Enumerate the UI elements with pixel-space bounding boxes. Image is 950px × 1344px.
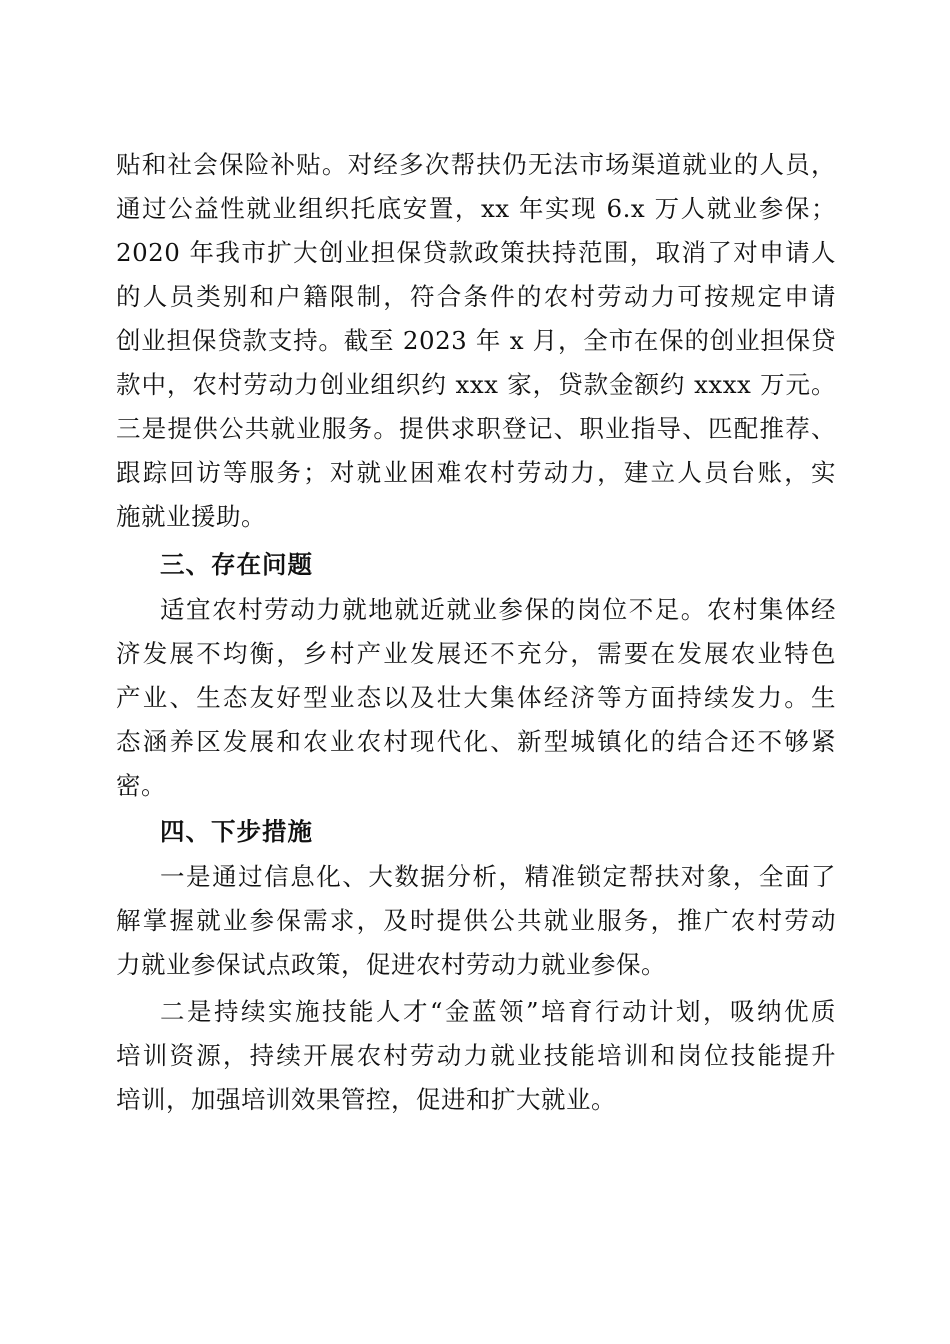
paragraph-line: 培训，加强培训效果管控，促进和扩大就业。 — [116, 1085, 616, 1114]
section-heading-problems: 三、存在问题 — [160, 550, 313, 579]
paragraph-line: 解掌握就业参保需求，及时提供公共就业服务，推广农村劳动 — [116, 906, 836, 935]
paragraph-line: 通过公益性就业组织托底安置，xx 年实现 6.x 万人就业参保； — [116, 194, 836, 223]
paragraph-line: 态涵养区发展和农业农村现代化、新型城镇化的结合还不够紧 — [116, 727, 836, 756]
paragraph-line: 一是通过信息化、大数据分析，精准锁定帮扶对象，全面了 — [160, 862, 836, 891]
paragraph-line: 施就业援助。 — [116, 502, 266, 531]
paragraph-line: 2020 年我市扩大创业担保贷款政策扶持范围，取消了对申请人 — [116, 238, 836, 267]
section-heading-next-steps: 四、下步措施 — [160, 817, 313, 846]
paragraph-line: 密。 — [116, 771, 166, 800]
paragraph-line: 的人员类别和户籍限制，符合条件的农村劳动力可按规定申请 — [116, 282, 836, 311]
paragraph-line: 贴和社会保险补贴。对经多次帮扶仍无法市场渠道就业的人员， — [116, 150, 836, 179]
paragraph-line: 济发展不均衡，乡村产业发展还不充分，需要在发展农业特色 — [116, 639, 836, 668]
paragraph-line: 力就业参保试点政策，促进农村劳动力就业参保。 — [116, 950, 666, 979]
paragraph-line: 跟踪回访等服务；对就业困难农村劳动力，建立人员台账，实 — [116, 458, 836, 487]
paragraph-line: 创业担保贷款支持。截至 2023 年 x 月，全市在保的创业担保贷 — [116, 326, 836, 355]
paragraph-line: 适宜农村劳动力就地就近就业参保的岗位不足。农村集体经 — [160, 595, 836, 624]
paragraph-line: 培训资源，持续开展农村劳动力就业技能培训和岗位技能提升 — [116, 1041, 836, 1070]
paragraph-line: 产业、生态友好型业态以及壮大集体经济等方面持续发力。生 — [116, 683, 836, 712]
paragraph-line: 三是提供公共就业服务。提供求职登记、职业指导、匹配推荐、 — [116, 414, 836, 443]
paragraph-line: 款中，农村劳动力创业组织约 xxx 家，贷款金额约 xxxx 万元。 — [116, 370, 836, 399]
paragraph-line: 二是持续实施技能人才“金蓝领”培育行动计划，吸纳优质 — [160, 997, 836, 1026]
